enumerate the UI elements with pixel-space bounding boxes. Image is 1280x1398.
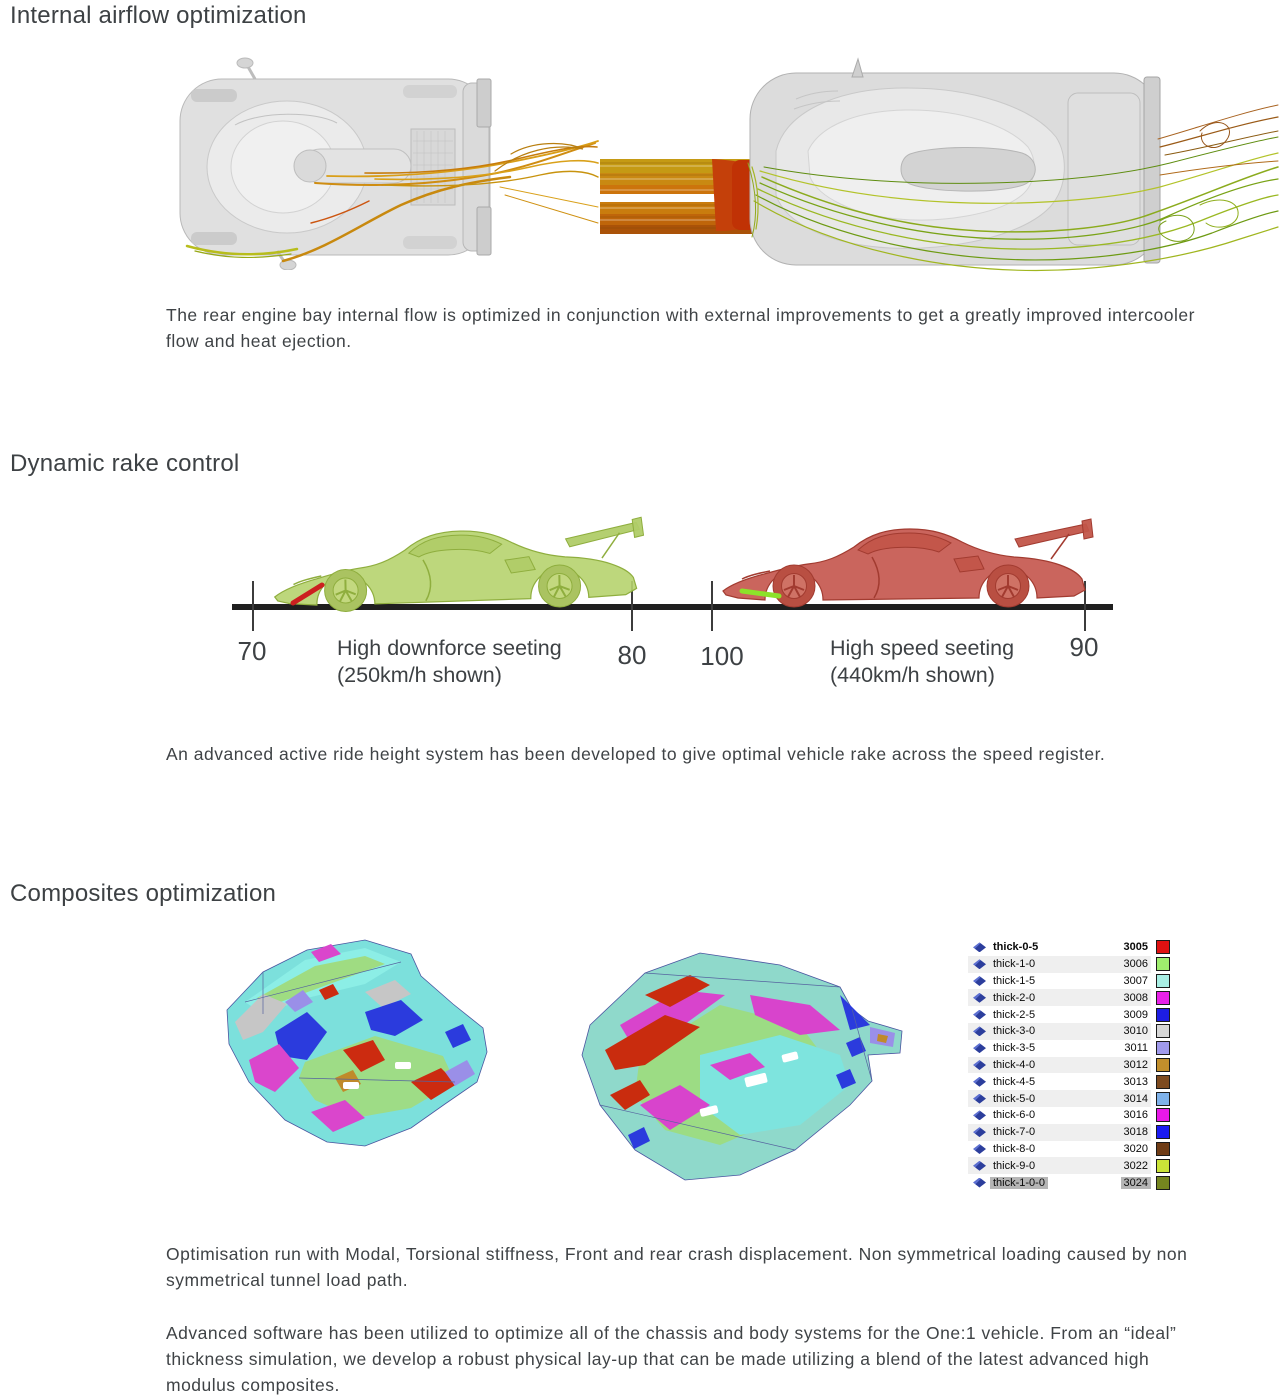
- front-wheel: [324, 569, 367, 612]
- cfd-external-flow-image: [600, 55, 1280, 285]
- legend-row-label: thick-4-5: [993, 1075, 1036, 1088]
- legend-row-label: thick-1-0-0: [990, 1177, 1048, 1189]
- legend-row: [968, 1057, 1170, 1074]
- composites-caption-1: Optimisation run with Modal, Torsional stiffness, Front and rear crash displacement. Non symmetrical loading caused by non symmetrical tunnel load path.: [166, 1244, 1188, 1290]
- layer-diamond-icon: [973, 959, 986, 969]
- legend-row-code: 3011: [1124, 1042, 1148, 1055]
- composite-tub-perspective-image: [215, 932, 500, 1160]
- composites-caption-2: Advanced software has been utilized to optimize all of the chassis and body systems for the One:1 vehicle. From an “ideal” thickness simulation, we develop a robust physical lay-up that can be made utilizing a blend of the latest advanced high modulus composites.: [166, 1323, 1177, 1395]
- legend-row-code: 3007: [1123, 974, 1148, 987]
- legend-color-swatch: [1156, 1008, 1170, 1022]
- legend-row-main: [968, 1040, 1151, 1057]
- airflow-section-title: Internal airflow optimization: [10, 2, 307, 29]
- layer-diamond-icon: [973, 1043, 986, 1053]
- legend-color-swatch: [1156, 991, 1170, 1005]
- airflow-caption: The rear engine bay internal flow is optimized in conjunction with external improvements to get a greatly improved intercooler flow and heat ejection.: [166, 305, 1195, 351]
- side-intake: [954, 556, 984, 572]
- legend-row-label: thick-2-0: [993, 991, 1036, 1004]
- legend-row: [968, 1040, 1170, 1057]
- rear-wheel: [538, 565, 581, 608]
- legend-row-code: 3018: [1123, 1126, 1148, 1139]
- legend-row-main: [968, 1023, 1151, 1040]
- legend-color-swatch: [1156, 940, 1170, 954]
- legend-row-label: thick-3-0: [993, 1025, 1036, 1038]
- legend-row-main: [968, 1141, 1151, 1158]
- speed-setting-label: [830, 635, 1014, 689]
- thickness-legend: [968, 939, 1170, 1191]
- ride-height-mark-100: 100: [700, 641, 744, 671]
- layer-diamond-icon: [973, 1161, 986, 1171]
- layer-diamond-icon: [973, 1077, 986, 1087]
- legend-row-main: [968, 973, 1151, 990]
- legend-color-swatch: [1156, 1142, 1170, 1156]
- legend-row-main: [968, 939, 1151, 956]
- legend-row: [968, 1090, 1170, 1107]
- wing-endplate: [477, 207, 491, 255]
- legend-row-label: thick-8-0: [993, 1142, 1036, 1155]
- legend-row: [968, 989, 1170, 1006]
- car-top-view: [180, 58, 491, 270]
- legend-color-swatch: [1156, 1092, 1170, 1106]
- legend-row-label: thick-2-5: [993, 1008, 1036, 1021]
- legend-color-swatch: [1156, 974, 1170, 988]
- legend-row-code: 3006: [1123, 958, 1148, 971]
- layer-diamond-icon: [973, 1060, 986, 1070]
- rake-caption: An advanced active ride height system has been developed to give optimal vehicle rake across the speed register.: [166, 744, 1106, 764]
- layer-diamond-icon: [973, 1178, 986, 1188]
- legend-row-code: 3009: [1123, 1008, 1148, 1021]
- legend-row-code: 3022: [1123, 1159, 1148, 1172]
- ride-height-mark-70: 70: [237, 636, 267, 666]
- legend-row: [968, 1107, 1170, 1124]
- downforce-setting-label: [337, 635, 562, 689]
- layer-diamond-icon: [973, 993, 986, 1003]
- legend-row: [968, 973, 1170, 990]
- legend-row: [968, 1023, 1170, 1040]
- legend-color-swatch: [1156, 957, 1170, 971]
- side-mirror: [852, 59, 863, 77]
- ride-height-mark-90: 90: [1069, 632, 1099, 662]
- legend-row-code: 3012: [1123, 1058, 1148, 1071]
- layer-diamond-icon: [973, 1026, 986, 1036]
- legend-color-swatch: [1156, 1075, 1170, 1089]
- layer-diamond-icon: [973, 1110, 986, 1120]
- legend-row-label: thick-1-5: [993, 974, 1036, 987]
- layer-diamond-icon: [973, 1010, 986, 1020]
- setting-label: High downforce seeting: [337, 636, 562, 660]
- legend-row: [968, 1006, 1170, 1023]
- legend-color-swatch: [1156, 1108, 1170, 1122]
- legend-row-main: [968, 1006, 1151, 1023]
- legend-color-swatch: [1156, 1041, 1170, 1055]
- rear-wing: [1015, 524, 1089, 547]
- ground-line: [232, 604, 1113, 610]
- rake-section-title: Dynamic rake control: [10, 450, 240, 477]
- wing-endplate: [477, 79, 491, 127]
- legend-row: [968, 1157, 1170, 1174]
- legend-row-code: 3016: [1123, 1109, 1148, 1122]
- setting-sublabel: (440km/h shown): [830, 663, 995, 687]
- inlet-flow-band: [600, 159, 772, 234]
- legend-row-code: 3014: [1123, 1092, 1148, 1105]
- car-high-downforce: [273, 517, 645, 613]
- legend-row: [968, 1073, 1170, 1090]
- setting-label: High speed seeting: [830, 636, 1015, 660]
- ride-height-mark-80: 80: [617, 640, 647, 670]
- legend-row-main: [968, 989, 1151, 1006]
- legend-row-label: thick-4-0: [993, 1058, 1036, 1071]
- rear-wing: [565, 522, 639, 547]
- legend-row-label: thick-5-0: [993, 1092, 1036, 1105]
- legend-row-code: 3020: [1123, 1142, 1148, 1155]
- rear-wheel: [987, 565, 1029, 607]
- hypercar-silhouette: [273, 517, 645, 613]
- legend-row-code: 3013: [1123, 1075, 1148, 1088]
- legend-row: [968, 939, 1170, 956]
- setting-sublabel: (250km/h shown): [337, 663, 502, 687]
- legend-row-label: thick-0-5: [993, 941, 1039, 954]
- legend-row-label: thick-3-5: [993, 1042, 1036, 1055]
- composite-tub-underside-image: [550, 935, 915, 1197]
- legend-row-code: 3005: [1123, 941, 1148, 954]
- legend-color-swatch: [1156, 1125, 1170, 1139]
- layer-diamond-icon: [973, 1094, 986, 1104]
- legend-row: [968, 1174, 1170, 1191]
- legend-color-swatch: [1156, 1058, 1170, 1072]
- front-wheel: [773, 565, 815, 607]
- legend-row-label: thick-7-0: [993, 1126, 1036, 1139]
- legend-row: [968, 956, 1170, 973]
- composites-section-title: Composites optimization: [10, 880, 277, 907]
- layer-diamond-icon: [973, 1144, 986, 1154]
- legend-row-label: thick-9-0: [993, 1159, 1036, 1172]
- cfd-engine-bay-top-view-image: [165, 55, 600, 270]
- legend-row-code: 3010: [1123, 1025, 1148, 1038]
- legend-row-main: [968, 1057, 1151, 1074]
- legend-color-swatch: [1156, 1159, 1170, 1173]
- tub-thickness-map: [582, 953, 902, 1180]
- legend-color-swatch: [1156, 1176, 1170, 1190]
- legend-row-main: [968, 1090, 1151, 1107]
- legend-row: [968, 1141, 1170, 1158]
- legend-row-main: [968, 956, 1151, 973]
- legend-row-label: thick-6-0: [993, 1109, 1036, 1122]
- layer-diamond-icon: [973, 942, 986, 952]
- legend-row-main: [968, 1157, 1151, 1174]
- legend-row-code: 3024: [1121, 1177, 1151, 1189]
- layer-diamond-icon: [973, 976, 986, 986]
- layer-diamond-icon: [973, 1127, 986, 1137]
- tub-thickness-map: [227, 940, 487, 1146]
- legend-row-main: [968, 1124, 1151, 1141]
- legend-row-main: [968, 1073, 1151, 1090]
- legend-row-main: [968, 1107, 1151, 1124]
- legend-row: [968, 1124, 1170, 1141]
- legend-row-code: 3008: [1123, 991, 1148, 1004]
- legend-row-label: thick-1-0: [993, 958, 1036, 971]
- legend-row-main: [968, 1174, 1151, 1191]
- legend-color-swatch: [1156, 1024, 1170, 1038]
